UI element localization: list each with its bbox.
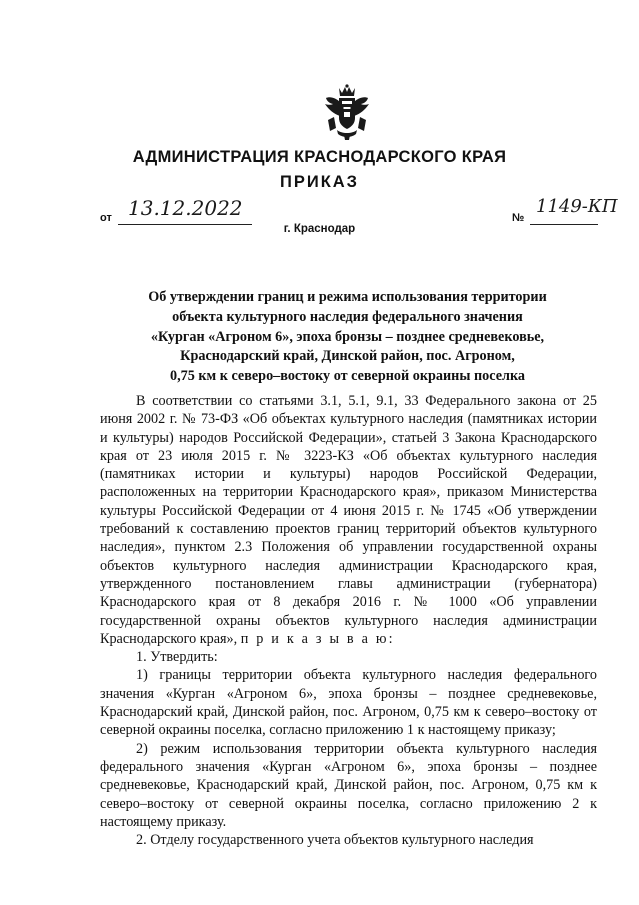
title-line: Об утверждении границ и режима использования территории — [148, 289, 547, 305]
title-line: 0,75 км к северо–востоку от северной окраины поселка — [169, 368, 526, 385]
handwritten-date: 13.12.2022 — [128, 196, 243, 220]
title-line: объекта культурного наследия федерального значения — [172, 308, 523, 325]
item-1-2: 2) режим использования территории объекта культурного наследия федерального значения «Курган «Агроном 6», эпоха бронзы – позднее средневековье, Краснодарский край, Динской район, пос. Агроном, 0,75 км к северо–востоку от северной окраины поселка, согласно приложению 2 к настоящему приказу. — [100, 740, 597, 830]
number-underline — [530, 224, 598, 225]
title-line: «Курган «Агроном 6», эпоха бронзы – позднее средневековье, — [150, 328, 545, 345]
handwritten-number: 1149-КП — [536, 196, 618, 217]
document-title — [100, 288, 595, 387]
document-type: ПРИКАЗ — [279, 173, 360, 191]
item-1-1: 1) границы территории объекта культурного наследия федерального значения «Курган «Агроном 6», эпоха бронзы – позднее средневековье, Краснодарский край, Динской район, пос. Агроном, 0,75 км к северо–востоку от северной окраины поселка, согласно приложению 1 к настоящему приказу; — [100, 667, 597, 739]
item-1: 1. Утвердить: — [136, 649, 218, 666]
date-prefix: от — [100, 212, 112, 224]
item-2: 2. Отделу государственного учета объектов культурного наследия — [136, 832, 534, 849]
title-line: Краснодарский край, Динской район, пос. Агроном, — [180, 348, 515, 365]
preamble-text: В соответствии со статьями 3.1, 5.1, 9.1, 33 Федерального закона от 25 июня 2002 г. № 73-ФЗ «Об объектах культурного наследия (памятниках истории и культуры) народов Российской Федерации», статьей 3 Закона Краснодарского края от 23 июля 2015 г. № 3223-КЗ «Об объектах культурного наследия (памятниках истории и культуры) народов Российской Федерации, расположенных на территории Краснодарского края», приказом Министерства культуры Российской Федерации от 4 июня 2015 г. № 1745 «Об утверждении требований к составлению проектов границ территорий объектов культурного наследия», пунктом 2.3 Положения об управлении государственной охраны объектов культурного наследия администрации Краснодарского края, утвержденного постановлением главы администрации (губернатора) Краснодарского края от 8 декабря 2016 г. № 1000 «Об управлении государственной охраны объектов культурного наследия администрации Краснодарского края», — [100, 393, 597, 647]
order-word: п р и к а з ы в а ю: — [240, 630, 395, 647]
coat-of-arms-emblem — [322, 84, 372, 140]
number-prefix: № — [512, 212, 525, 224]
city-name: г. Краснодар — [283, 223, 356, 235]
document-body — [100, 392, 597, 849]
preamble-paragraph — [100, 392, 597, 648]
agency-name: АДМИНИСТРАЦИЯ КРАСНОДАРСКОГО КРАЯ — [132, 148, 507, 166]
